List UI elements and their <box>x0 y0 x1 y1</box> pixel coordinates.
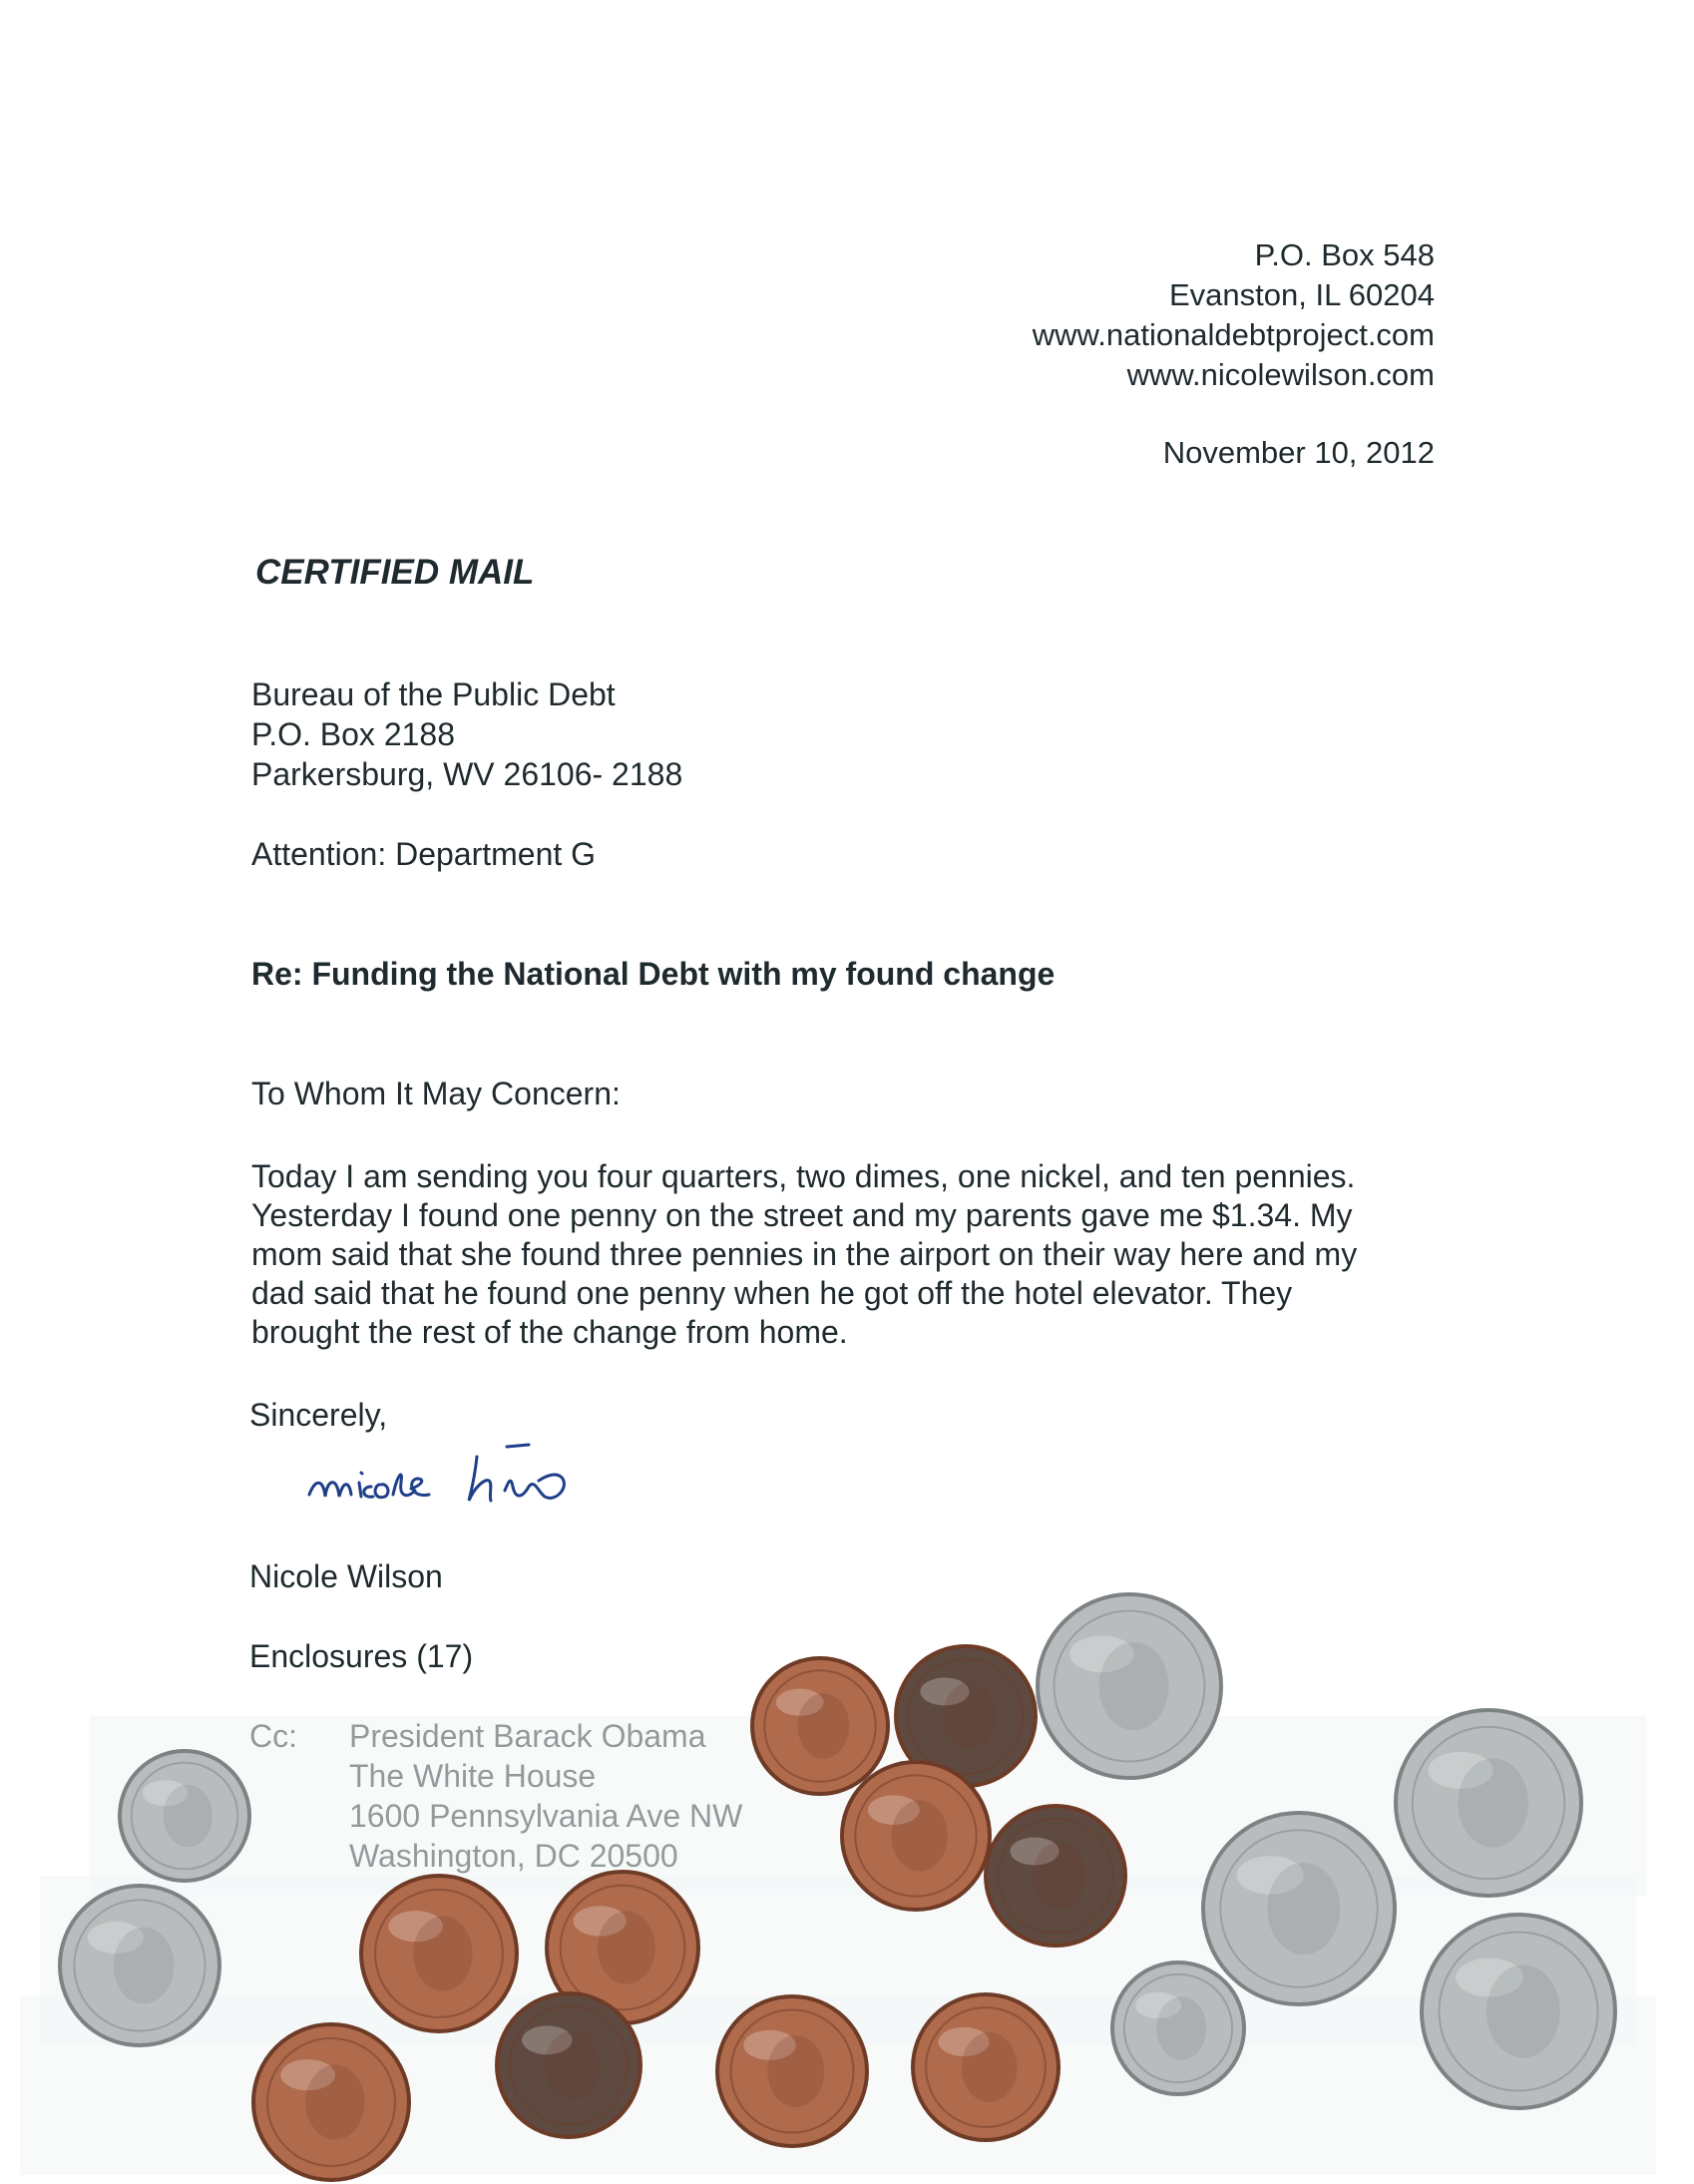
penny-coin <box>253 2024 409 2180</box>
enclosures-note: Enclosures (17) <box>249 1638 474 1674</box>
penny-coin <box>986 1806 1125 1946</box>
quarter-coin <box>1203 1813 1395 2004</box>
penny-coin <box>752 1658 888 1794</box>
letter-date: November 10, 2012 <box>1162 435 1435 470</box>
penny-coin <box>842 1762 990 1910</box>
body-line: Yesterday I found one penny on the street and my parents gave me $1.34. My <box>251 1197 1353 1233</box>
penny-coin <box>497 1993 640 2137</box>
attention-line: Attention: Department G <box>251 836 597 872</box>
body-line: dad said that he found one penny when he got off the hotel elevator. They <box>251 1275 1293 1311</box>
penny-coin <box>361 1876 517 2031</box>
dime-coin <box>120 1751 249 1881</box>
recipient-line: Parkersburg, WV 26106- 2188 <box>251 756 683 792</box>
recipient-line: P.O. Box 2188 <box>251 716 455 752</box>
quarter-coin <box>1422 1915 1615 2108</box>
body-line: Today I am sending you four quarters, two dimes, one nickel, and ten pennies. <box>251 1158 1356 1194</box>
sender-address-line: P.O. Box 548 <box>1254 237 1435 272</box>
penny-coin <box>913 1994 1059 2140</box>
dime-coin <box>1112 1963 1244 2094</box>
body-line: mom said that she found three pennies in the airport on their way here and my <box>251 1236 1358 1272</box>
subject-line: Re: Funding the National Debt with my found change <box>251 956 1056 992</box>
quarter-coin <box>1038 1594 1221 1778</box>
sender-website-link: www.nationaldebtproject.com <box>1032 317 1435 352</box>
quarter-coin <box>1396 1710 1581 1896</box>
recipient-line: Bureau of the Public Debt <box>251 676 616 712</box>
salutation: To Whom It May Concern: <box>251 1076 621 1111</box>
signer-name: Nicole Wilson <box>249 1558 443 1594</box>
delivery-method: CERTIFIED MAIL <box>255 553 535 592</box>
penny-coin <box>717 1996 867 2146</box>
closing: Sincerely, <box>249 1397 388 1433</box>
taped-coins <box>0 1576 1694 2184</box>
recipient-address <box>251 674 682 794</box>
sender-address-line: Evanston, IL 60204 <box>1169 277 1435 312</box>
nickel-coin <box>60 1886 219 2045</box>
body-line: brought the rest of the change from home. <box>251 1314 848 1350</box>
sender-website-link: www.nicolewilson.com <box>1126 357 1435 392</box>
handwritten-signature <box>299 1417 718 1527</box>
letter-body <box>251 1157 1469 1352</box>
sender-address <box>1033 235 1435 395</box>
